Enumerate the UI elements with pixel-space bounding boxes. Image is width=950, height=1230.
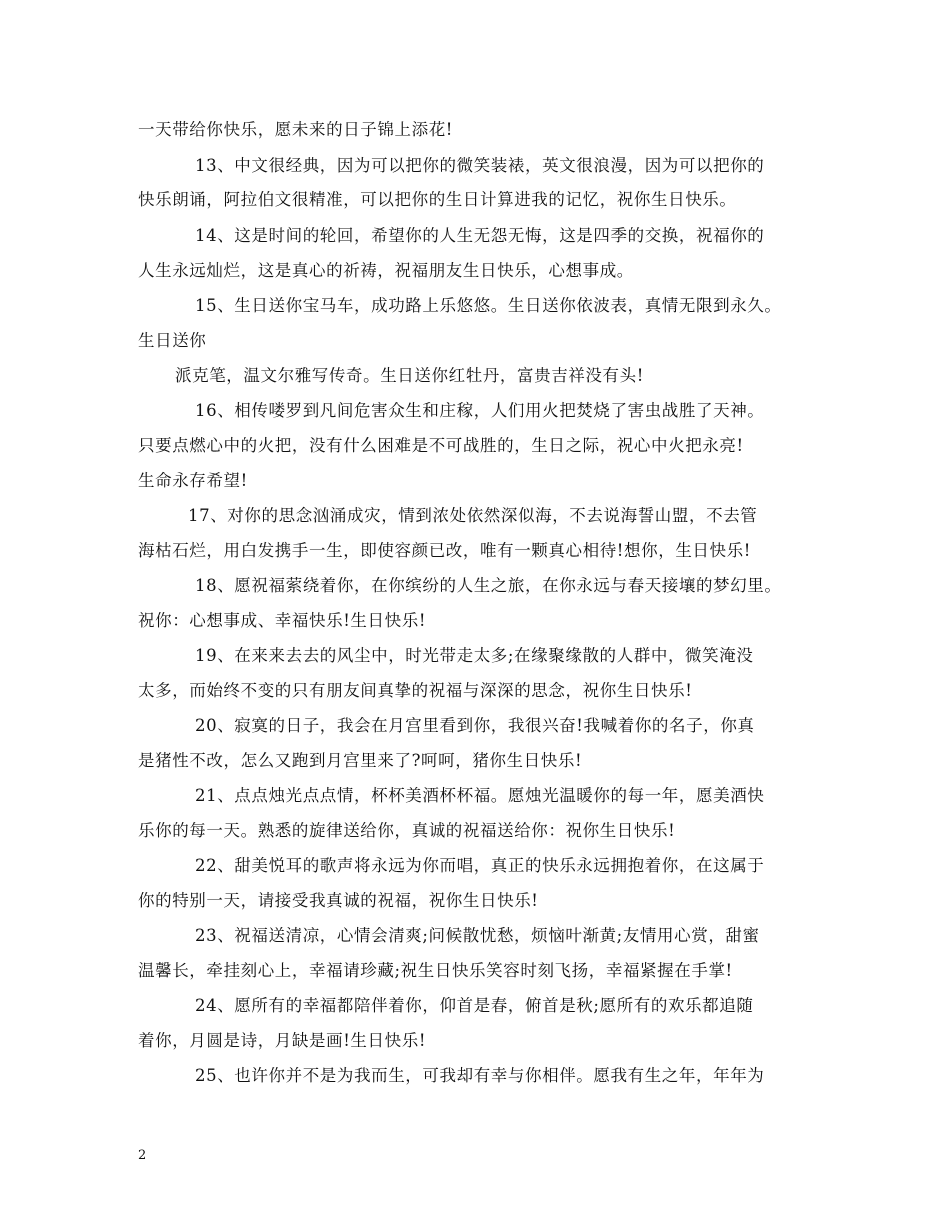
text-line: 生日送你 — [138, 331, 207, 350]
text-line: 21、点点烛光点点情，杯杯美酒杯杯福。愿烛光温暖你的每一年，愿美酒快 — [195, 786, 765, 805]
text-line: 15、生日送你宝马车，成功路上乐悠悠。生日送你依波表，真情无限到永久。 — [195, 296, 782, 315]
text-line: 20、寂寞的日子，我会在月宫里看到你，我很兴奋!我喊着你的名子，你真 — [195, 716, 755, 735]
text-line: 14、这是时间的轮回，希望你的人生无怨无悔，这是四季的交换，祝福你的 — [195, 226, 765, 245]
text-line: 24、愿所有的幸福都陪伴着你，仰首是春，俯首是秋;愿所有的欢乐都追随 — [195, 996, 754, 1015]
text-line: 乐你的每一天。熟悉的旋律送给你，真诚的祝福送给你：祝你生日快乐! — [138, 821, 676, 840]
text-line: 生命永存希望! — [138, 471, 248, 490]
text-line: 快乐朗诵，阿拉伯文很精准，可以把你的生日计算进我的记忆，祝你生日快乐。 — [138, 190, 737, 209]
text-line: 只要点燃心中的火把，没有什么困难是不可战胜的，生日之际，祝心中火把永亮! — [138, 436, 744, 455]
text-line: 祝你：心想事成、幸福快乐!生日快乐! — [138, 611, 427, 630]
text-line: 19、在来来去去的风尘中，时光带走太多;在缘聚缘散的人群中，微笑淹没 — [195, 646, 754, 665]
text-line: 13、中文很经典，因为可以把你的微笑装裱，英文很浪漫，因为可以把你的 — [195, 156, 765, 175]
text-line: 温馨长，牵挂刻心上，幸福请珍藏;祝生日快乐笑容时刻飞扬，幸福紧握在手掌! — [138, 961, 733, 980]
text-line: 22、甜美悦耳的歌声将永远为你而唱，真正的快乐永远拥抱着你，在这属于 — [195, 856, 765, 875]
text-line: 25、也许你并不是为我而生，可我却有幸与你相伴。愿我有生之年，年年为 — [195, 1066, 765, 1085]
page-number: 2 — [138, 1148, 147, 1163]
text-line: 一天带给你快乐，愿未来的日子锦上添花! — [138, 120, 454, 139]
text-line: 太多，而始终不变的只有朋友间真挚的祝福与深深的思念，祝你生日快乐! — [138, 681, 693, 700]
text-line: 17、对你的思念汹涌成灾，情到浓处依然深似海，不去说海誓山盟，不去管 — [188, 506, 758, 525]
text-line: 18、愿祝福萦绕着你，在你缤纷的人生之旅，在你永远与春天接壤的梦幻里。 — [195, 576, 782, 595]
text-line: 你的特别一天，请接受我真诚的祝福，祝你生日快乐! — [138, 891, 539, 910]
text-line: 派克笔，温文尔雅写传奇。生日送你红牡丹，富贵吉祥没有头! — [175, 366, 644, 385]
text-line: 16、相传喽罗到凡间危害众生和庄稼，人们用火把焚烧了害虫战胜了天神。 — [195, 401, 765, 420]
text-line: 是猪性不改，怎么又跑到月宫里来了?呵呵，猪你生日快乐! — [138, 751, 583, 770]
text-line: 23、祝福送清凉，心情会清爽;问候散忧愁，烦恼叶渐黄;友情用心赏，甜蜜 — [195, 926, 760, 945]
text-line: 人生永远灿烂，这是真心的祈祷，祝福朋友生日快乐，心想事成。 — [138, 261, 634, 280]
text-line: 着你，月圆是诗，月缺是画!生日快乐! — [138, 1031, 427, 1050]
text-line: 海枯石烂，用白发携手一生，即使容颜已改，唯有一颗真心相待!想你，生日快乐! — [138, 541, 751, 560]
